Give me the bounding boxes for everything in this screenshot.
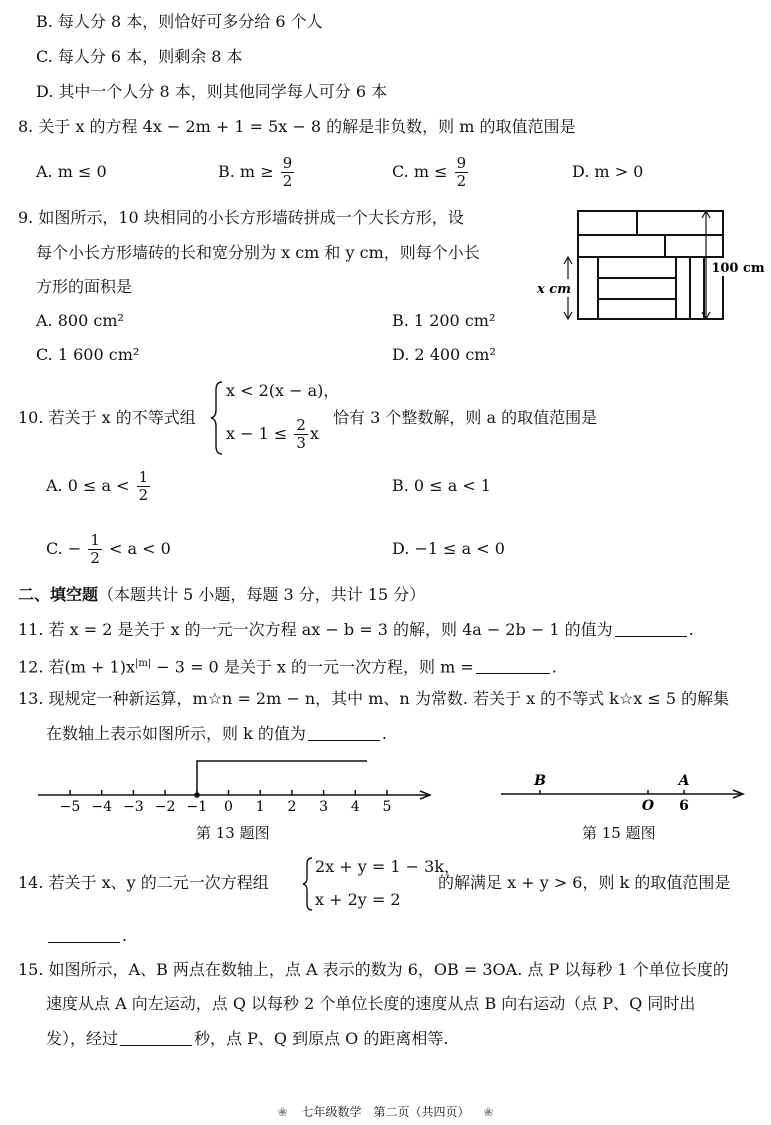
left-brace-icon	[210, 380, 224, 456]
fraction-denominator: 2	[90, 549, 100, 567]
section-heading	[18, 584, 425, 606]
q11-answer-blank[interactable]	[615, 620, 687, 637]
q15-line3-post: 秒，点 P、Q 到原点 O 的距离相等.	[194, 1029, 449, 1048]
q13-line2: 在数轴上表示如图所示，则 k 的值为	[46, 724, 306, 743]
q15-line3-pre: 发），经过	[46, 1029, 119, 1048]
fraction-denominator: 3	[296, 434, 306, 452]
q8-option-d: D. m > 0	[572, 162, 644, 181]
q12-pre: 12. 若(m + 1)x	[18, 657, 135, 677]
tick-label: 5	[382, 799, 392, 815]
fraction-denominator: 2	[456, 172, 467, 190]
value-six-label: 6	[679, 798, 689, 814]
q8-option-c-fraction	[455, 155, 469, 190]
section-title: 二、填空题	[18, 585, 99, 604]
q8-option-b-fraction	[281, 155, 295, 190]
q14-equation-2: x + 2y = 2	[315, 890, 401, 909]
tick-label: 1	[255, 799, 265, 815]
q9-line1: 9. 如图所示，10 块相同的小长方形墙砖拼成一个大长方形，设	[18, 208, 464, 227]
tick-label: −5	[59, 799, 81, 815]
q14-answer-line	[46, 925, 127, 947]
outer-rectangle	[578, 211, 723, 319]
q15-answer-blank[interactable]	[120, 1029, 192, 1046]
q13-number-line	[30, 755, 450, 815]
x-length-label: x cm	[537, 282, 571, 297]
flower-icon: ❀	[483, 1105, 494, 1119]
q10-inequality-2-fraction	[294, 417, 308, 452]
origin-label: O	[641, 798, 655, 814]
q12-exponent: |m|	[134, 658, 152, 669]
q9-option-d: D. 2 400 cm²	[392, 345, 496, 364]
solution-set-bracket	[197, 761, 367, 795]
q9-brick-figure	[530, 205, 770, 330]
q13-line1: 13. 现规定一种新运算，m☆n = 2m − n，其中 m、n 为常数. 若关于 x 的不等式 k☆x ≤ 5 的解集	[18, 689, 730, 708]
tick-label: 3	[319, 799, 329, 815]
q10-option-a	[46, 464, 152, 508]
flower-icon: ❀	[277, 1105, 288, 1119]
q15-line2: 速度从点 A 向左运动，点 Q 以每秒 2 个单位长度的速度从点 B 向右运动（点 P、Q 同时出	[46, 994, 696, 1013]
tick-label: −1	[186, 799, 208, 815]
q7-option-b: B. 每人分 8 本，则恰好可多分给 6 个人	[36, 12, 323, 31]
q8-option-c-prefix: C. m ≤	[392, 162, 448, 181]
q10-option-c-suffix: < a < 0	[108, 539, 171, 558]
fraction-denominator: 2	[282, 172, 293, 190]
q14-suffix: 的解满足 x + y > 6，则 k 的取值范围是	[438, 873, 731, 892]
q10-option-c-fraction	[88, 532, 102, 567]
tick-label: 0	[224, 799, 233, 815]
q11-end: .	[688, 620, 694, 639]
q7-option-d: D. 其中一个人分 8 本，则其他同学每人可分 6 本	[36, 82, 388, 101]
q15-line3	[46, 1028, 448, 1050]
q11	[18, 619, 694, 641]
point-b-label: B	[534, 773, 546, 789]
left-brace-icon	[302, 856, 314, 912]
q8-option-b-prefix: B. m ≥	[218, 162, 274, 181]
tick-label: −3	[123, 799, 144, 815]
q13-line2-wrap	[46, 723, 387, 745]
q10-inequality-2	[226, 412, 319, 456]
fraction-numerator: 2	[296, 416, 306, 434]
q12-answer-blank[interactable]	[476, 657, 550, 674]
q10-option-c	[46, 527, 171, 571]
q10-inequality-2-right: x	[309, 424, 319, 443]
q9-option-a: A. 800 cm²	[36, 311, 124, 330]
q14-answer-blank[interactable]	[48, 926, 120, 943]
q9-line3: 方形的面积是	[36, 277, 133, 296]
tick-label: 4	[350, 799, 360, 815]
q13-figure-caption: 第 13 题图	[196, 824, 270, 842]
q12	[18, 653, 557, 678]
q10-option-c-prefix: C. −	[46, 539, 82, 558]
q15-figure-caption: 第 15 题图	[582, 824, 656, 842]
tick-label: 2	[287, 799, 297, 815]
q7-option-c: C. 每人分 6 本，则剩余 8 本	[36, 47, 243, 66]
tick-label: −2	[154, 799, 176, 815]
q14-equation-1: 2x + y = 1 − 3k，	[315, 857, 461, 876]
q15-number-line	[495, 768, 755, 814]
q12-post: − 3 = 0 是关于 x 的一元一次方程，则 m =	[151, 657, 474, 677]
q9-option-c: C. 1 600 cm²	[36, 345, 140, 364]
point-a-label: A	[678, 773, 690, 789]
q13-answer-blank[interactable]	[308, 724, 380, 741]
q14-end: .	[122, 926, 128, 945]
tick-label: −4	[91, 799, 113, 815]
fraction-numerator: 9	[282, 154, 293, 172]
height-label: 100 cm	[711, 261, 765, 276]
q8-option-a: A. m ≤ 0	[36, 162, 107, 181]
q13-end: .	[381, 724, 387, 743]
footer-text: 七年级数学 第二页（共四页）	[301, 1105, 470, 1119]
fraction-numerator: 1	[138, 468, 149, 486]
q8-option-c	[392, 150, 470, 194]
q10-option-b: B. 0 ≤ a < 1	[392, 476, 491, 495]
q8-stem: 8. 关于 x 的方程 4x − 2m + 1 = 5x − 8 的解是非负数，则 m 的取值范围是	[18, 117, 576, 136]
q10-suffix: 恰有 3 个整数解，则 a 的取值范围是	[333, 408, 598, 427]
page-footer	[0, 1103, 771, 1120]
q10-option-a-prefix: A. 0 ≤ a <	[46, 476, 130, 495]
q10-option-a-fraction	[137, 469, 151, 504]
q9-line2: 每个小长方形墙砖的长和宽分别为 x cm 和 y cm，则每个小长	[36, 243, 480, 262]
q10-prefix: 10. 若关于 x 的不等式组	[18, 408, 196, 427]
q14-prefix: 14. 若关于 x、y 的二元一次方程组	[18, 873, 269, 892]
q10-option-d: D. −1 ≤ a < 0	[392, 539, 505, 558]
q10-inequality-2-left: x − 1 ≤	[226, 424, 288, 443]
section-note: （本题共计 5 小题，每题 3 分，共计 15 分）	[98, 585, 426, 604]
q15-line1: 15. 如图所示，A、B 两点在数轴上，点 A 表示的数为 6，OB = 3OA. 点 P 以每秒 1 个单位长度的	[18, 960, 729, 979]
fraction-numerator: 9	[456, 154, 467, 172]
fraction-numerator: 1	[90, 531, 100, 549]
q9-option-b: B. 1 200 cm²	[392, 311, 496, 330]
q10-inequality-1: x < 2(x − a)，	[226, 381, 340, 400]
q11-text: 11. 若 x = 2 是关于 x 的一元一次方程 ax − b = 3 的解，则 4a − 2b − 1 的值为	[18, 620, 613, 639]
q12-end: .	[551, 657, 557, 677]
q8-option-b	[218, 150, 296, 194]
fraction-denominator: 2	[138, 486, 149, 504]
